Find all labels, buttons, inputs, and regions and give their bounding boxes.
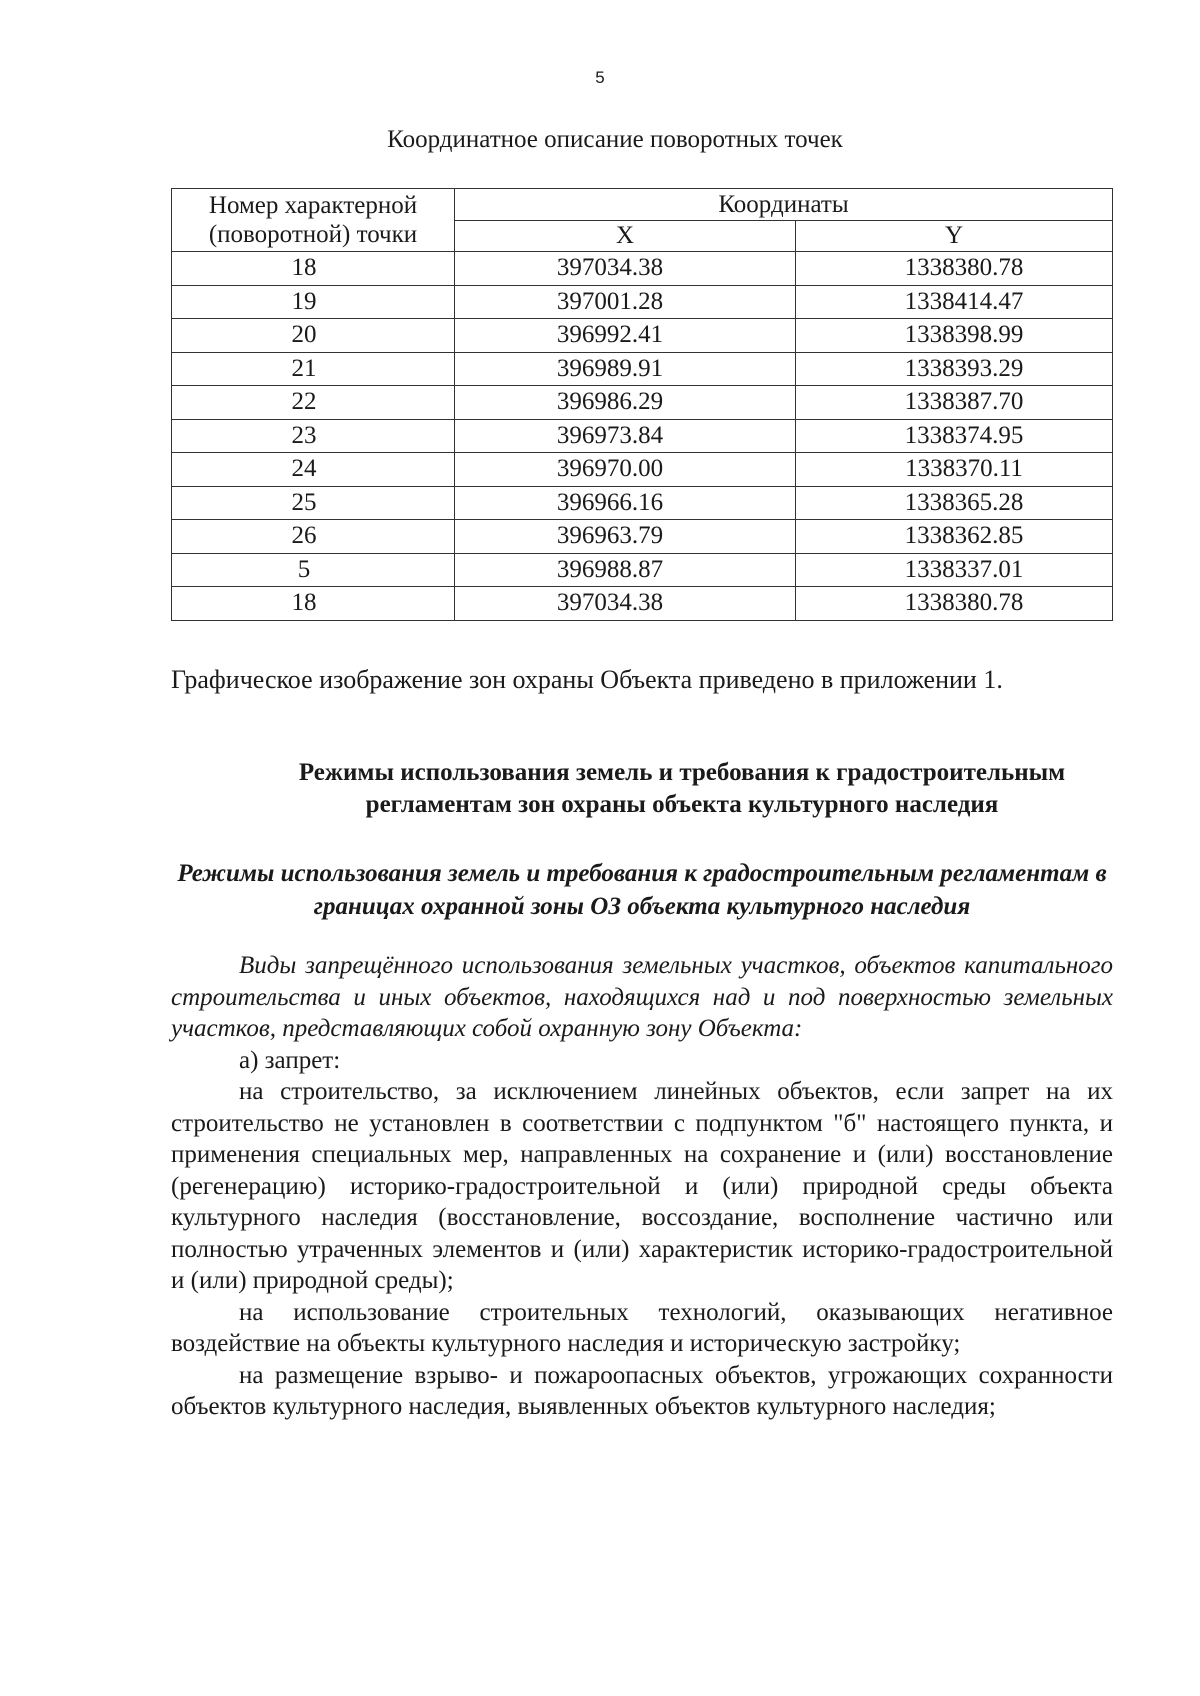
x-coordinate-cell: 396970.00	[455, 453, 796, 487]
point-number-cell: 18	[172, 252, 455, 286]
body-text	[171, 950, 1113, 1423]
table-row	[172, 252, 1113, 286]
table-row	[172, 553, 1113, 587]
item-a: а) запрет:	[239, 1046, 341, 1074]
paragraph-technologies: на использование строительных технологий, оказывающих негативное воздействие на объекты культурного наследия и историческую застройку;	[171, 1298, 1113, 1357]
x-coordinate-cell: 396986.29	[455, 386, 796, 420]
x-coordinate-cell: 396992.41	[455, 319, 796, 353]
x-coordinate-cell: 397034.38	[455, 252, 796, 286]
table-row	[172, 587, 1113, 621]
point-number-cell: 26	[172, 520, 455, 554]
x-coordinate-cell: 397034.38	[455, 587, 796, 621]
y-coordinate-cell: 1338380.78	[796, 587, 1113, 621]
y-coordinate-cell: 1338393.29	[796, 352, 1113, 386]
table-row	[172, 419, 1113, 453]
subsection-heading: Режимы использования земель и требования к градостроительным регламентам в границах охранной зоны ОЗ объекта культурного наследия	[177, 860, 1107, 920]
point-number-cell: 23	[172, 419, 455, 453]
header-y: Y	[796, 221, 1113, 252]
point-number-cell: 24	[172, 453, 455, 487]
y-coordinate-cell: 1338362.85	[796, 520, 1113, 554]
point-number-cell: 22	[172, 386, 455, 420]
x-coordinate-cell: 396966.16	[455, 486, 796, 520]
y-coordinate-cell: 1338337.01	[796, 553, 1113, 587]
y-coordinate-cell: 1338398.99	[796, 319, 1113, 353]
section-heading: Режимы использования земель и требования к градостроительным регламентам зон охраны объекта культурного наследия	[298, 759, 1066, 818]
point-number-cell: 5	[172, 553, 455, 587]
header-point-number: Номер характерной (поворотной) точки	[172, 189, 455, 252]
y-coordinate-cell: 1338380.78	[796, 252, 1113, 286]
table-caption: Координатное описание поворотных точек	[387, 126, 843, 153]
table-row	[172, 453, 1113, 487]
coordinates-table	[171, 188, 1113, 621]
y-coordinate-cell: 1338370.11	[796, 453, 1113, 487]
point-number-cell: 21	[172, 352, 455, 386]
point-number-cell: 18	[172, 587, 455, 621]
table-row	[172, 386, 1113, 420]
intro-paragraph: Виды запрещённого использования земельных участков, объектов капитального строительства и иных объектов, находящихся над и под поверхностью земельных участков, представляющих собой охранную зону Объекта:	[171, 952, 1113, 1042]
appendix-note: Графическое изображение зон охраны Объекта приведено в приложении 1.	[171, 665, 1003, 694]
y-coordinate-cell: 1338365.28	[796, 486, 1113, 520]
point-number-cell: 19	[172, 285, 455, 319]
table-row	[172, 520, 1113, 554]
point-number-cell: 25	[172, 486, 455, 520]
table-row	[172, 319, 1113, 353]
x-coordinate-cell: 397001.28	[455, 285, 796, 319]
y-coordinate-cell: 1338374.95	[796, 419, 1113, 453]
page-number: 5	[595, 68, 605, 87]
y-coordinate-cell: 1338414.47	[796, 285, 1113, 319]
table-row	[172, 285, 1113, 319]
table-row	[172, 352, 1113, 386]
point-number-cell: 20	[172, 319, 455, 353]
header-x: X	[455, 221, 796, 252]
x-coordinate-cell: 396963.79	[455, 520, 796, 554]
x-coordinate-cell: 396988.87	[455, 553, 796, 587]
table-row	[172, 486, 1113, 520]
paragraph-construction: на строительство, за исключением линейных объектов, если запрет на их строительство не установлен в соответствии с подпунктом "б" настоящего пункта, и применения специальных мер, направленных на сохранение и (или) восстановление (регенерацию) историко-градостроительной и (или) природной среды объекта культурного наследия (восстановление, воссоздание, восполнение частично или полностью утраченных элементов и (или) характеристик историко-градостроительной и (или) природной среды);	[171, 1078, 1113, 1294]
paragraph-hazardous-objects: на размещение взрыво- и пожароопасных объектов, угрожающих сохранности объектов культурного наследия, выявленных объектов культурного наследия;	[171, 1361, 1113, 1420]
x-coordinate-cell: 396973.84	[455, 419, 796, 453]
table-body	[172, 252, 1113, 621]
header-coordinates: Координаты	[455, 189, 1113, 221]
x-coordinate-cell: 396989.91	[455, 352, 796, 386]
y-coordinate-cell: 1338387.70	[796, 386, 1113, 420]
